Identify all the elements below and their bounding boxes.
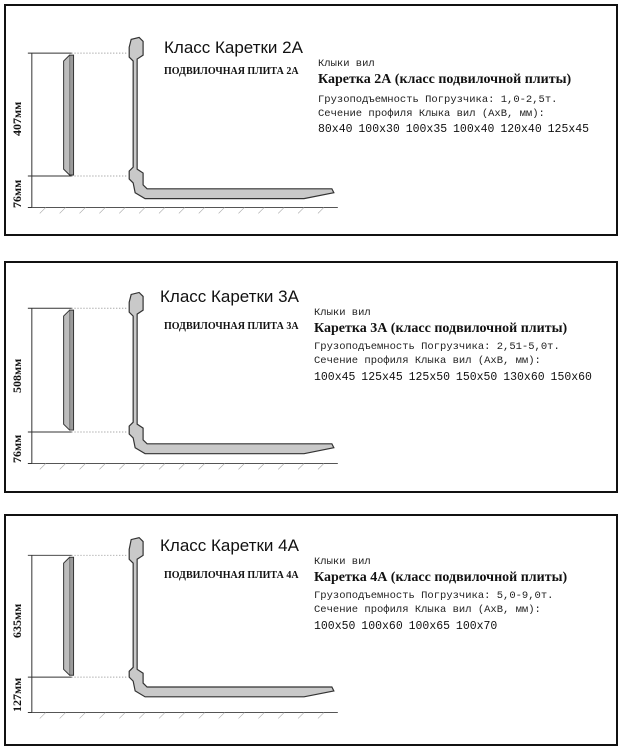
capacity-text: Грузоподъемность Погрузчика: 5,0-9,0т. <box>314 590 554 602</box>
category-label: Клыки вил <box>314 307 371 319</box>
panel-title: Класс Каретки 2А <box>164 38 303 57</box>
plate-label: ПОДВИЛОЧНАЯ ПЛИТА 4А <box>164 570 299 581</box>
carriage-heading: Каретка 4А (класс подвилочной плиты) <box>314 570 568 585</box>
dimension-upper-label: 407мм <box>10 101 24 136</box>
plate-label: ПОДВИЛОЧНАЯ ПЛИТА 2А <box>164 66 299 77</box>
fork-diagram-2a <box>6 6 616 234</box>
profile-label: Сечение профиля Клыка вил (АхВ, мм): <box>314 355 541 367</box>
dimension-upper-label: 508мм <box>10 358 24 393</box>
category-label: Клыки вил <box>318 58 375 70</box>
carriage-heading: Каретка 2А (класс подвилочной плиты) <box>318 72 572 87</box>
profile-sizes: 100х50 100х60 100х65 100х70 <box>314 620 498 633</box>
profile-sizes: 80х40 100х30 100х35 100х40 120х40 125х45 <box>318 123 590 136</box>
panel-title: Класс Каретки 4А <box>160 536 299 555</box>
dimension-lower-label: 76мм <box>10 179 24 208</box>
carriage-panel-3a <box>4 261 618 493</box>
category-label: Клыки вил <box>314 556 371 568</box>
profile-label: Сечение профиля Клыка вил (АхВ, мм): <box>314 604 541 616</box>
panel-title: Класс Каретки 3А <box>160 287 299 306</box>
capacity-text: Грузоподъемность Погрузчика: 2,51-5,0т. <box>314 341 560 353</box>
capacity-text: Грузоподъемность Погрузчика: 1,0-2,5т. <box>318 94 558 106</box>
carriage-panel-2a <box>4 4 618 236</box>
carriage-panel-4a <box>4 514 618 746</box>
dimension-lower-label: 127мм <box>10 677 24 712</box>
profile-label: Сечение профиля Клыка вил (АхВ, мм): <box>318 108 545 120</box>
plate-label: ПОДВИЛОЧНАЯ ПЛИТА 3А <box>164 321 299 332</box>
dimension-upper-label: 635мм <box>10 603 24 638</box>
fork-diagram-4a <box>6 516 616 744</box>
dimension-lower-label: 76мм <box>10 434 24 463</box>
profile-sizes: 100х45 125х45 125х50 150х50 130х60 150х60 <box>314 371 592 384</box>
carriage-heading: Каретка 3А (класс подвилочной плиты) <box>314 321 568 336</box>
